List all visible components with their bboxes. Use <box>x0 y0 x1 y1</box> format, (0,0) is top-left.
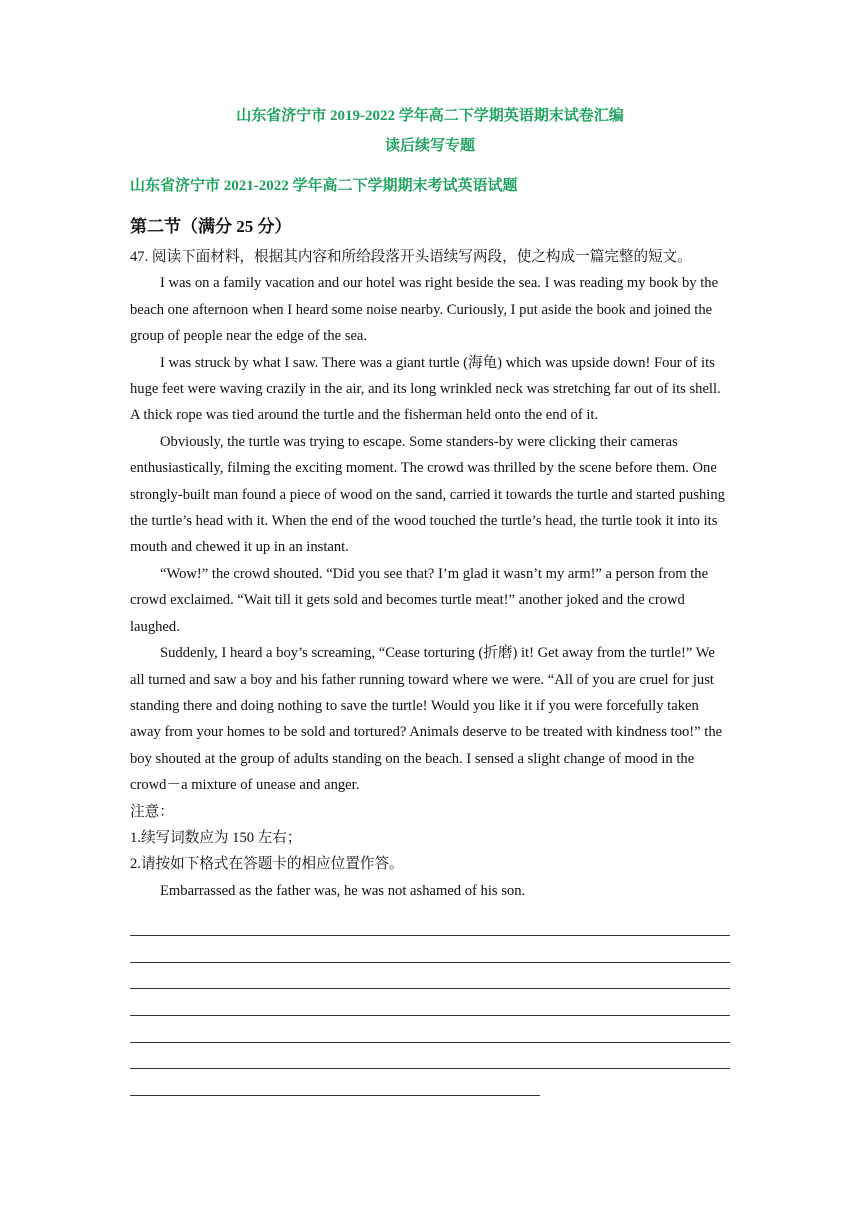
passage-paragraph: I was on a family vacation and our hotel was right beside the sea. I was reading my book by the beach one afternoon when I heard some noise nearby. Curiously, I put aside the book and joined the group of people near the edge of the sea. <box>130 275 719 345</box>
passage-paragraph: I was struck by what I saw. There was a giant turtle (海龟) which was upside down! Four of its huge feet were waving crazily in the air, and its long wrinkled neck was stretching far out of its shell. A thick rope was tied around the turtle and the fisherman held onto the end of it. <box>130 354 721 424</box>
question-body <box>130 244 732 904</box>
passage-paragraph: Obviously, the turtle was trying to escape. Some standers-by were clicking their cameras enthusiastically, filming the exciting moment. The crowd was thrilled by the scene before them. One strongly-built man found a piece of wood on the sand, carried it towards the turtle and started pushing the turtle’s head with it. When the end of the wood touched the turtle’s head, the turtle took it into its mouth and chewed it up in an instant. <box>130 433 725 556</box>
answer-line <box>130 962 730 963</box>
exam-source-title: 山东省济宁市 2021-2022 学年高二下学期期末考试英语试题 <box>130 178 518 194</box>
question-prompt: 47. 阅读下面材料，根据其内容和所给段落开头语续写两段，使之构成一篇完整的短文。 <box>130 249 692 265</box>
answer-line <box>130 1068 730 1069</box>
passage-paragraph: Suddenly, I heard a boy’s screaming, “Cease torturing (折磨) it! Get away from the turtle!” We all turned and saw a boy and his father running toward where we were. “All of you are cruel for just standing there and doing nothing to save the turtle! Would you like it if you were forcefully taken away from your homes to be sold and tortured? Animals deserve to be treated with kindness too!” the boy shouted at the group of adults standing on the beach. I sensed a slight change of mood in the crowd－a mixture of unease and anger. <box>130 645 723 794</box>
answer-line <box>130 1042 730 1043</box>
note-label: 注意： <box>130 803 174 820</box>
answer-lines <box>130 935 730 1122</box>
document-title: 山东省济宁市 2019-2022 学年高二下学期英语期末试卷汇编 <box>236 108 624 124</box>
answer-line <box>130 988 730 989</box>
answer-line <box>130 1095 540 1096</box>
passage-paragraph: “Wow!” the crowd shouted. “Did you see that? I’m glad it wasn’t my arm!” a person from the crowd exclaimed. “Wait till it gets sold and becomes turtle meat!” another joked and the crowd laughed. <box>130 565 709 635</box>
continuation-opening: Embarrassed as the father was, he was not ashamed of his son. <box>160 882 526 899</box>
answer-line <box>130 935 730 936</box>
document-topic: 读后续写专题 <box>384 138 475 154</box>
section-heading: 第二节（满分 25 分） <box>130 217 292 236</box>
note-item: 1.续写词数应为 150 左右； <box>130 829 302 846</box>
answer-line <box>130 1015 730 1016</box>
note-item: 2.请按如下格式在答题卡的相应位置作答。 <box>130 856 404 873</box>
